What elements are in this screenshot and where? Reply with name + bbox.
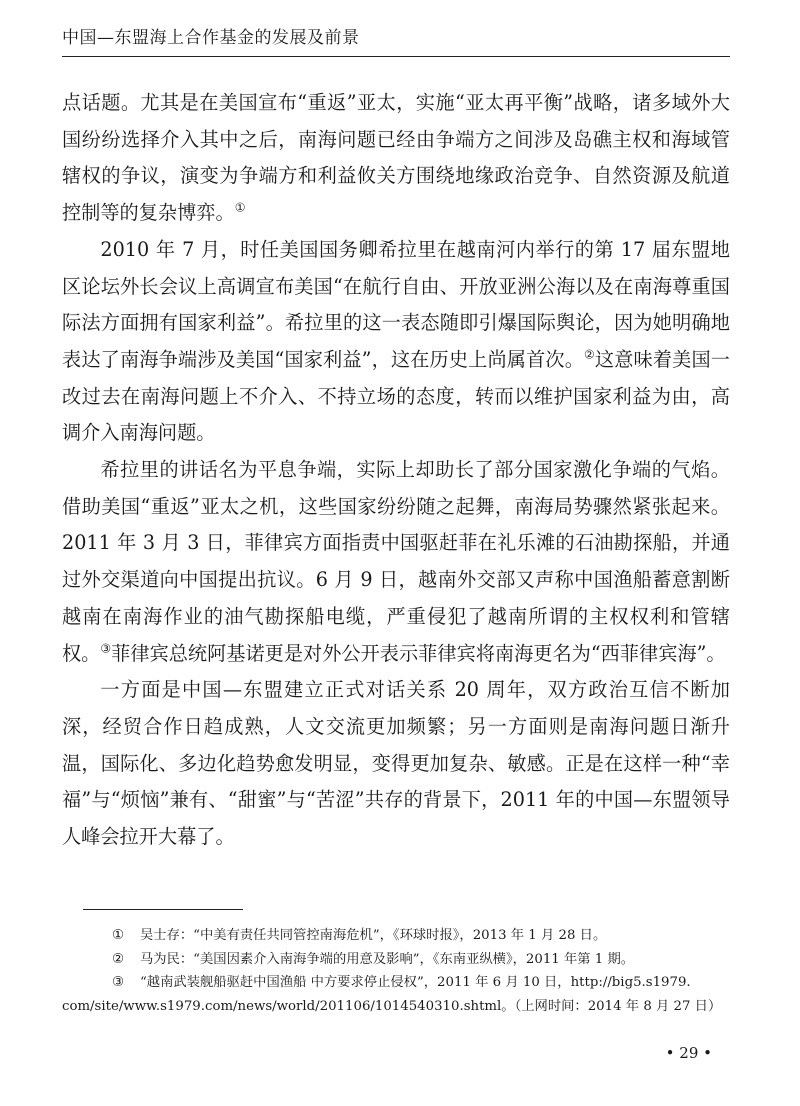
footnote-ref-3[interactable]: ③ (100, 641, 112, 656)
footnote-2 (62, 948, 730, 972)
paragraph-1 (62, 85, 730, 232)
footnote-3 (62, 971, 730, 995)
paragraph-2 (62, 232, 730, 452)
body-text (62, 85, 730, 856)
paragraph-4: 一方面是中国—东盟建立正式对话关系 20 周年，双方政治互信不断加深，经贸合作日趋成熟，人文交流更加频繁；另一方面则是南海问题日渐升温，国际化、多边化趋势愈发明显，变得更加复杂、敏感。正是在这样一种“幸福”与“烦恼”兼有、“甜蜜”与“苦涩”共存的背景下，2011 年的中国—东盟领导人峰会拉开大幕了。 (62, 678, 730, 849)
paragraph-1-text: 点话题。尤其是在美国宣布“重返”亚太，实施“亚太再平衡”战略，诸多域外大国纷纷选择介入其中之后，南海问题已经由争端方之间涉及岛礁主权和海域管辖权的争议，演变为争端方和利益攸关方围绕地缘政治竞争、自然资源及航道控制等的复杂博弈。 (62, 91, 730, 225)
footnote-text: “越南武装舰船驱赶中国渔船 中方要求停止侵权”，2011 年 6 月 10 日，http://big5.s1979. (140, 975, 691, 990)
footnote-number: ① (112, 928, 124, 943)
footnote-3-continuation[interactable]: com/site/www.s1979.com/news/world/201106/1014540310.shtml。（上网时间：2014 年 8 月 27 日） (62, 998, 722, 1014)
paragraph-2-text-a: 2010 年 7 月，时任美国国务卿希拉里在越南河内举行的第 17 届东盟地区论坛外长会议上高调宣布美国“在航行自由、开放亚洲公海以及在南海尊重国际法方面拥有国家利益”。希拉里的这一表态随即引爆国际舆论，因为她明确地表达了南海争端涉及美国“国家利益”，这在历史上尚属首次。 (62, 237, 730, 371)
page-number: • 29 • (665, 1044, 712, 1062)
paragraph-3 (62, 452, 730, 672)
footnotes (62, 924, 730, 1018)
paragraph-3-text-a: 希拉里的讲话名为平息争端，实际上却助长了部分国家激化争端的气焰。借助美国“重返”亚太之机，这些国家纷纷随之起舞，南海局势骤然紧张起来。2011 年 3 月 3 日，菲律宾方面指责中国驱赶菲在礼乐滩的石油勘探船，并通过外交渠道向中国提出抗议。6 月 9 日，越南外交部又声称中国渔船蓄意割断越南在南海作业的油气勘探船电缆，严重侵犯了越南所谓的主权权利和管辖权。 (62, 458, 730, 665)
footnote-number: ③ (112, 975, 124, 990)
footnote-1 (62, 924, 730, 948)
footnote-ref-1[interactable]: ① (234, 200, 246, 215)
footnote-number: ② (112, 951, 124, 967)
header-rule (62, 56, 730, 57)
running-head-title: 中国—东盟海上合作基金的发展及前景 (62, 28, 360, 48)
paragraph-3-text-b: 菲律宾总统阿基诺更是对外公开表示菲律宾将南海更名为“西菲律宾海”。 (111, 641, 726, 665)
footnote-separator (83, 909, 243, 910)
footnote-text: 吴士存：“中美有责任共同管控南海危机”，《环球时报》，2013 年 1 月 28 日。 (140, 928, 607, 943)
paragraph-2-text-b: 这意味着美国一改过去在南海问题上不介入、不持立场的态度，转而以维护国家利益为由，高调介入南海问题。 (62, 347, 730, 445)
footnote-ref-2[interactable]: ② (584, 347, 595, 362)
footnote-text: 马为民：“美国因素介入南海争端的用意及影响”，《东南亚纵横》，2011 年第 1 期。 (140, 951, 635, 967)
